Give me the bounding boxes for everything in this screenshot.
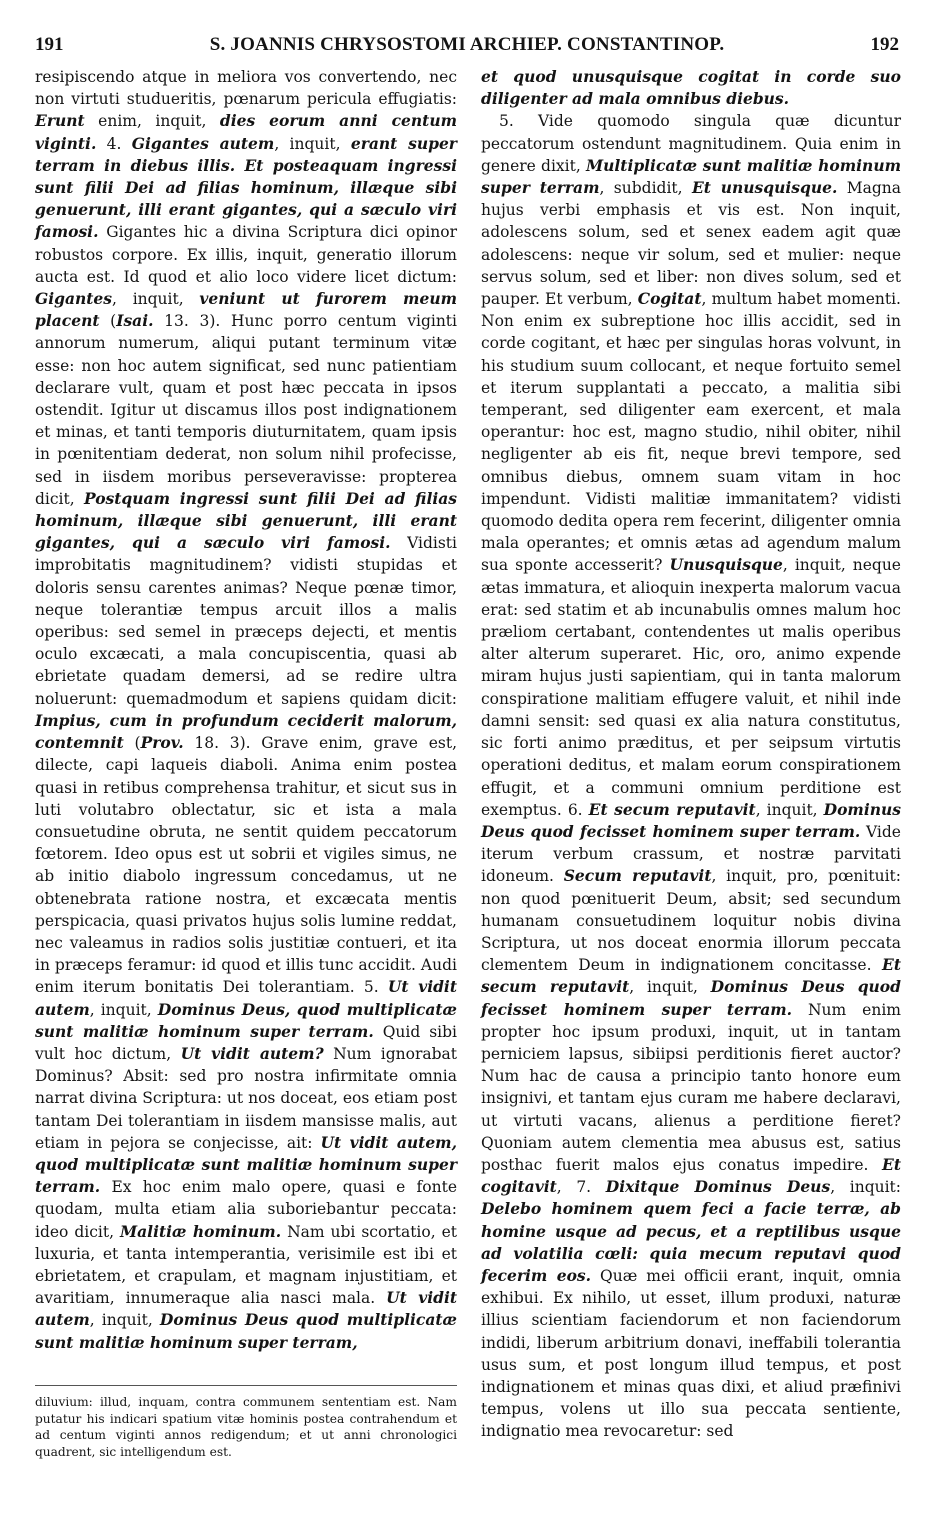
running-header <box>35 34 899 60</box>
page-number-left: 191 <box>35 34 64 55</box>
footnote-text: diluvium: illud, inquam, contra communem sententiam est. Nam putatur his indicari spatium vitæ hominis postea contrahendum et ad centum viginti annos redigendum; et ut anni chronologici quadrent, sic intelligendum est. <box>35 1395 457 1459</box>
running-title: S. JOANNIS CHRYSOSTOMI ARCHIEP. CONSTANTINOP. <box>209 34 725 55</box>
left-column <box>35 66 457 1354</box>
page-number-right: 192 <box>870 34 899 55</box>
right-column <box>481 66 901 1443</box>
footnote-separator <box>35 1385 457 1386</box>
left-paragraph: resipiscendo atque in meliora vos convertendo, nec non virtuti studueritis, pœnarum pericula effugiatis: Erunt enim, inquit, dies eorum anni centum viginti. 4. Gigantes autem, inquit, erant super terram in diebus illis. Et posteaquam ingressi sunt filii Dei ad filias hominum, illæque sibi genuerunt, illi erant gigantes, qui a sæculo viri famosi. Gigantes hic a divina Scriptura dici opinor robustos corpore. Ex illis, inquit, generatio illorum aucta est. Id quod et alio loco videre licet dictum: Gigantes, inquit, veniunt ut furorem meum placent (Isai. 13. 3). Hunc porro centum viginti annorum numerum, aliqui putant terminum vitæ esse: non hoc autem significat, sed nunc patientiam declarare vult, quam et post hæc peccata in ipsos ostendit. Igitur ut discamus illos post indignationem et minas, et tanti temporis diuturnitatem, quam ipsis in pœnitentiam dederat, non solum nihil profecisse, sed in iisdem moribus perseveravisse: propterea dicit, Postquam ingressi sunt filii Dei ad filias hominum, illæque sibi genuerunt, illi erant gigantes, qui a sæculo viri famosi. Vidisti improbitatis magnitudinem? vidisti stupidas et doloris sensu carentes animas? Neque pœnæ timor, neque tolerantiæ tempus arcuit illos a malis operibus: sed semel in præceps dejecti, et mentis oculo excæcati, a mala concupiscentia, quasi ab ebrietate quadam demersi, ad se redire ultra noluerunt: quemadmodum et sapiens quidam dicit: Impius, cum in profundum ceciderit malorum, contemnit (Prov. 18. 3). Grave enim, grave est, dilecte, capi laqueis diaboli. Anima enim postea quasi in retibus comprehensa trahitur, et sicut sus in luti volutabro oblectatur, sic et ista a mala consuetudine obruta, ne sentit quidem peccatorum fœtorem. Ideo opus est ut sobrii et vigiles simus, ne ab initio diabolo ingressum concedamus, ut ne obtenebrata ratione nostra, et excæcata mentis perspicacia, quasi privatos hujus solis lumine reddat, nec valeamus in radios solis justitiæ contueri, et ita in præceps feramur: id quod et illis tunc accidit. Audi enim iterum bonitatis Dei tolerantiam. 5. Ut vidit autem, inquit, Dominus Deus, quod multiplicatæ sunt malitiæ hominum super terram. Quid sibi vult hoc dictum, Ut vidit autem? Num ignorabat Dominus? Absit: sed pro nostra infirmitate omnia narrat divina Scriptura: ut nos doceat, eos etiam post tantam Dei tolerantiam in iisdem mansisse malis, aut etiam in pejora se conjecisse, ait: Ut vidit autem, quod multiplicatæ sunt malitiæ hominum super terram. Ex hoc enim malo opere, quasi e fonte quodam, multa etiam alia suboriebantur peccata: ideo dicit, Malitiæ hominum. Nam ubi scortatio, et luxuria, et tanta intemperantia, verisimile est ibi et ebrietatem, et crapulam, et magnam injustitiam, et avaritiam, innumeraque alia nasci mala. Ut vidit autem, inquit, Dominus Deus quod multiplicatæ sunt malitiæ hominum super terram, <box>35 68 458 1352</box>
footnote <box>35 1394 457 1460</box>
right-paragraph-opening: et quod unusquisque cogitat in corde suo diligenter ad mala omnibus diebus. <box>481 67 901 109</box>
right-paragraph-main: 5. Vide quomodo singula quæ dicuntur peccatorum ostendunt magnitudinem. Quia enim in genere dixit, Multiplicatæ sunt malitiæ hominum super terram, subdidit, Et unusquisque. Magna hujus verbi emphasis et vis est. Non inquit, adolescens solum, sed et senex eadem agit quæ adolescens: neque vir solum, sed et mulier: neque servus solum, sed et liber: non dives solum, sed et pauper. Et verbum, Cogitat, multum habet momenti. Non enim ex subreptione hoc illis accidit, sed in corde cogitant, et hæc per singulas horas volvunt, in his studium suum collocant, et neque fortuito semel et iterum supplantati a peccato, a malitia sibi temperant, sed diligenter eam exercent, et mala operantur: hoc est, magno studio, nihil obiter, nihil negligenter ab eis fit, neque brevi tempore, sed omnibus diebus, omnem suam vitam in hoc impendunt. Vidisti malitiæ immanitatem? vidisti quomodo dedita opera rem fecerint, diligenter omnia mala operantes; et omnis ætas ad agendum malum sua sponte accesserit? Unusquisque, inquit, neque ætas immatura, et alioquin inexperta malorum vacua erat: sed statim et ab incunabulis omnes malum hoc præliom certabant, contendentes ut malis operibus alter alterum superaret. Hic, oro, animo expende miram hujus justi sapientiam, qui in tanta malorum conspiratione malitiam effugere valuit, et nihil inde damni sensit: sed quasi ex alia natura constitutus, sic forti animo præditus, et per seipsum virtutis operationi deditus, et malam eorum conspirationem effugit, et a communi omnium perditione est exemptus. 6. Et secum reputavit, inquit, Dominus Deus quod fecisset hominem super terram. Vide iterum verbum crassum, et nostræ parvitati idoneum. Secum reputavit, inquit, pro, pœnituit: non quod pœnituerit Deum, absit; sed secundum humanam consuetudinem loquitur nobis divina Scriptura, ut nos doceat enormia illorum peccata clementem Deum in indignationem concitasse. Et secum reputavit, inquit, Dominus Deus quod fecisset hominem super terram. Num enim propter hoc ipsum produxi, inquit, ut in tantam perniciem lapsus, sibiipsi perditionis fieret auctor? Num hac de causa a principio tanto honore eum insignivi, et tantam ejus curam me habere declaravi, ut virtuti vacans, alienus a perditione fieret? Quoniam autem clementia mea abusus est, satius posthac fuerit malos ejus conatus impedire. Et cogitavit, 7. Dixitque Dominus Deus, inquit: Delebo hominem quem feci a facie terræ, ab homine usque ad pecus, et a reptilibus usque ad volatilia cœli: quia mecum reputavi quod fecerim eos. Quæ mei officii erant, inquit, omnia exhibui. Ex nihilo, ut esset, illum produxi, naturæ illius scientiam faciendorum et non faciendorum indidi, liberum arbitrium donavi, ineffabili tolerantia usus sum, et post longum illud tempus, et post indignationem et minas quas dixi, et aliud præfinivi tempus, volens ut illo sua peccata sentiente, indignatio mea revocaretur: sed <box>481 112 902 1441</box>
